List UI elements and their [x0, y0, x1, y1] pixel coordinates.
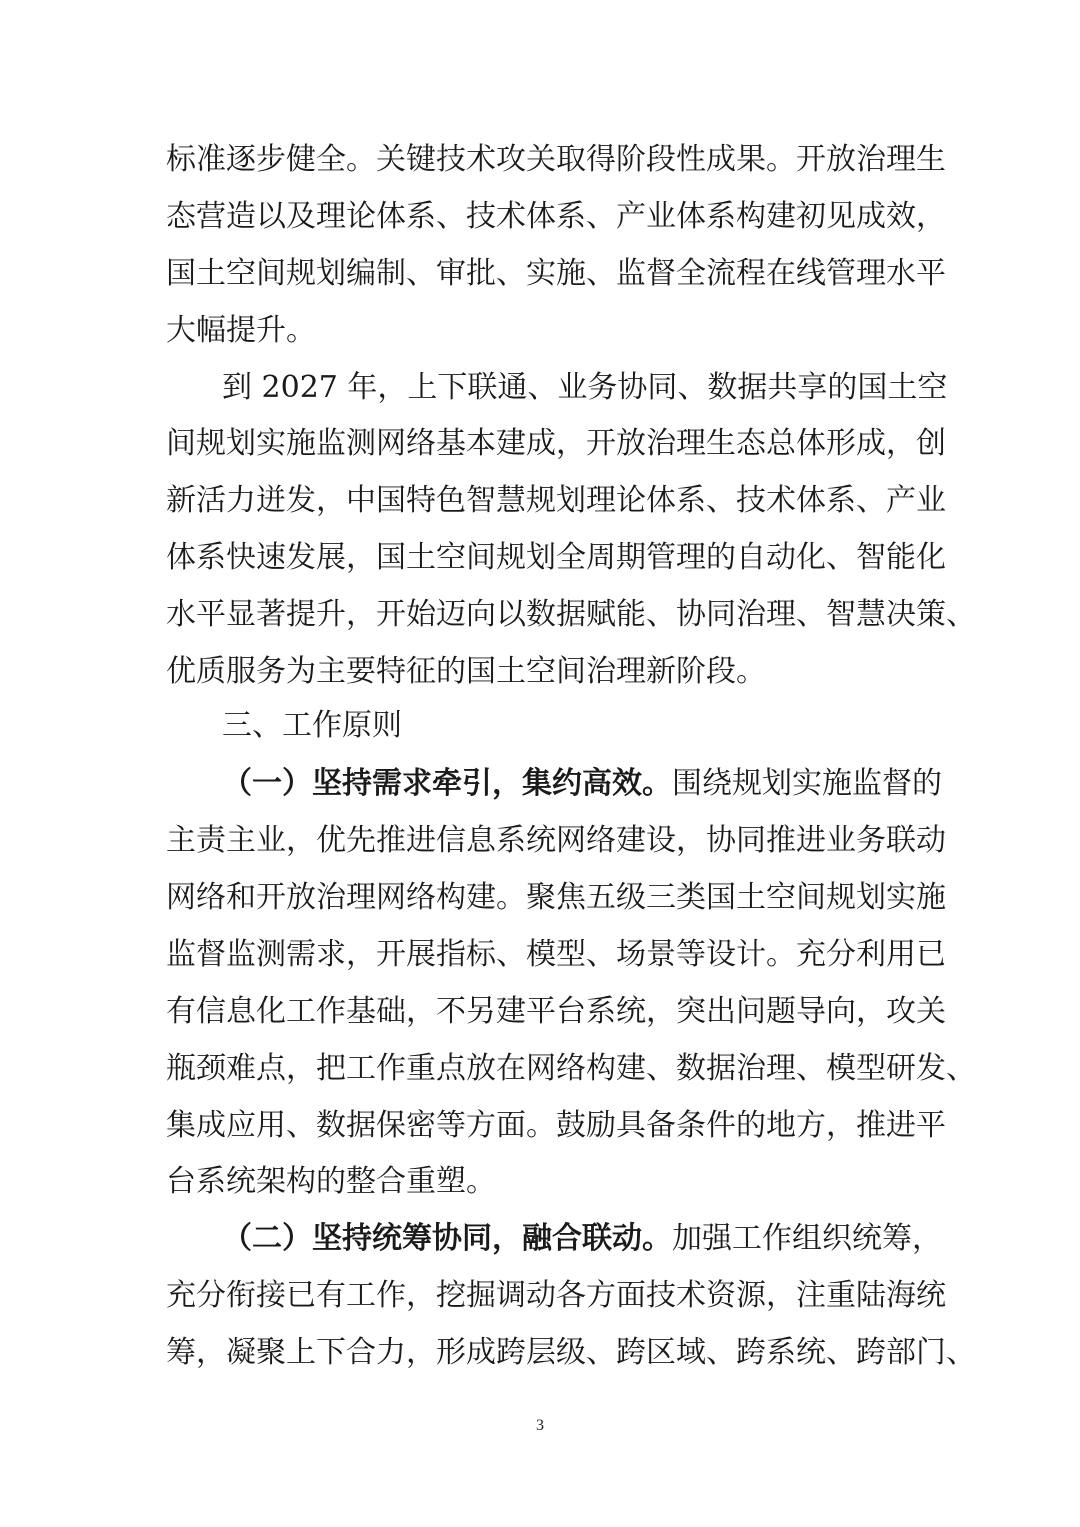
body-text-line: 大幅提升。 [166, 313, 316, 348]
section-heading: 三、工作原则 [222, 708, 402, 743]
body-text-line: 优质服务为主要特征的国土空间治理新阶段。 [166, 654, 766, 689]
body-text-line: 网络和开放治理网络构建。聚焦五级三类国土空间规划实施 [166, 880, 946, 915]
page-number: 3 [536, 1417, 544, 1434]
body-text-line: 集成应用、数据保密等方面。鼓励具备条件的地方，推进平 [166, 1108, 946, 1143]
body-text-line: 台系统架构的整合重塑。 [166, 1164, 496, 1199]
body-text-line: 充分衔接已有工作，挖掘调动各方面技术资源，注重陆海统 [166, 1278, 946, 1313]
principle-first-line [222, 1219, 942, 1259]
principle-first-line [222, 764, 942, 804]
body-text-fragment: 加强工作组织统筹， [672, 1221, 942, 1256]
body-text-line: 筹，凝聚上下合力，形成跨层级、跨区域、跨系统、跨部门、 [166, 1335, 976, 1370]
body-text-line: 标准逐步健全。关键技术攻关取得阶段性成果。开放治理生 [166, 142, 946, 177]
body-text-line: 体系快速发展，国土空间规划全周期管理的自动化、智能化 [166, 540, 946, 575]
body-text-line: 间规划实施监测网络基本建成，开放治理生态总体形成，创 [166, 426, 946, 461]
body-text-line: 水平显著提升，开始迈向以数据赋能、协同治理、智慧决策、 [166, 597, 976, 632]
body-text-line: 有信息化工作基础，不另建平台系统，突出问题导向，攻关 [166, 994, 946, 1029]
body-text-line: 监督监测需求，开展指标、模型、场景等设计。充分利用已 [166, 937, 946, 972]
body-text-line: 态营造以及理论体系、技术体系、产业体系构建初见成效， [166, 199, 946, 234]
body-text-line: 瓶颈难点，把工作重点放在网络构建、数据治理、模型研发、 [166, 1051, 976, 1086]
body-text-line: 到 2027 年，上下联通、业务协同、数据共享的国土空 [222, 370, 948, 405]
principle-title: （二）坚持统筹协同，融合联动。 [222, 1221, 672, 1256]
body-text-fragment: 围绕规划实施监督的 [672, 766, 942, 801]
body-text-line: 国土空间规划编制、审批、实施、监督全流程在线管理水平 [166, 256, 946, 291]
body-text-line: 主责主业，优先推进信息系统网络建设，协同推进业务联动 [166, 823, 946, 858]
body-text-line: 新活力迸发，中国特色智慧规划理论体系、技术体系、产业 [166, 483, 946, 518]
principle-title: （一）坚持需求牵引，集约高效。 [222, 766, 672, 801]
